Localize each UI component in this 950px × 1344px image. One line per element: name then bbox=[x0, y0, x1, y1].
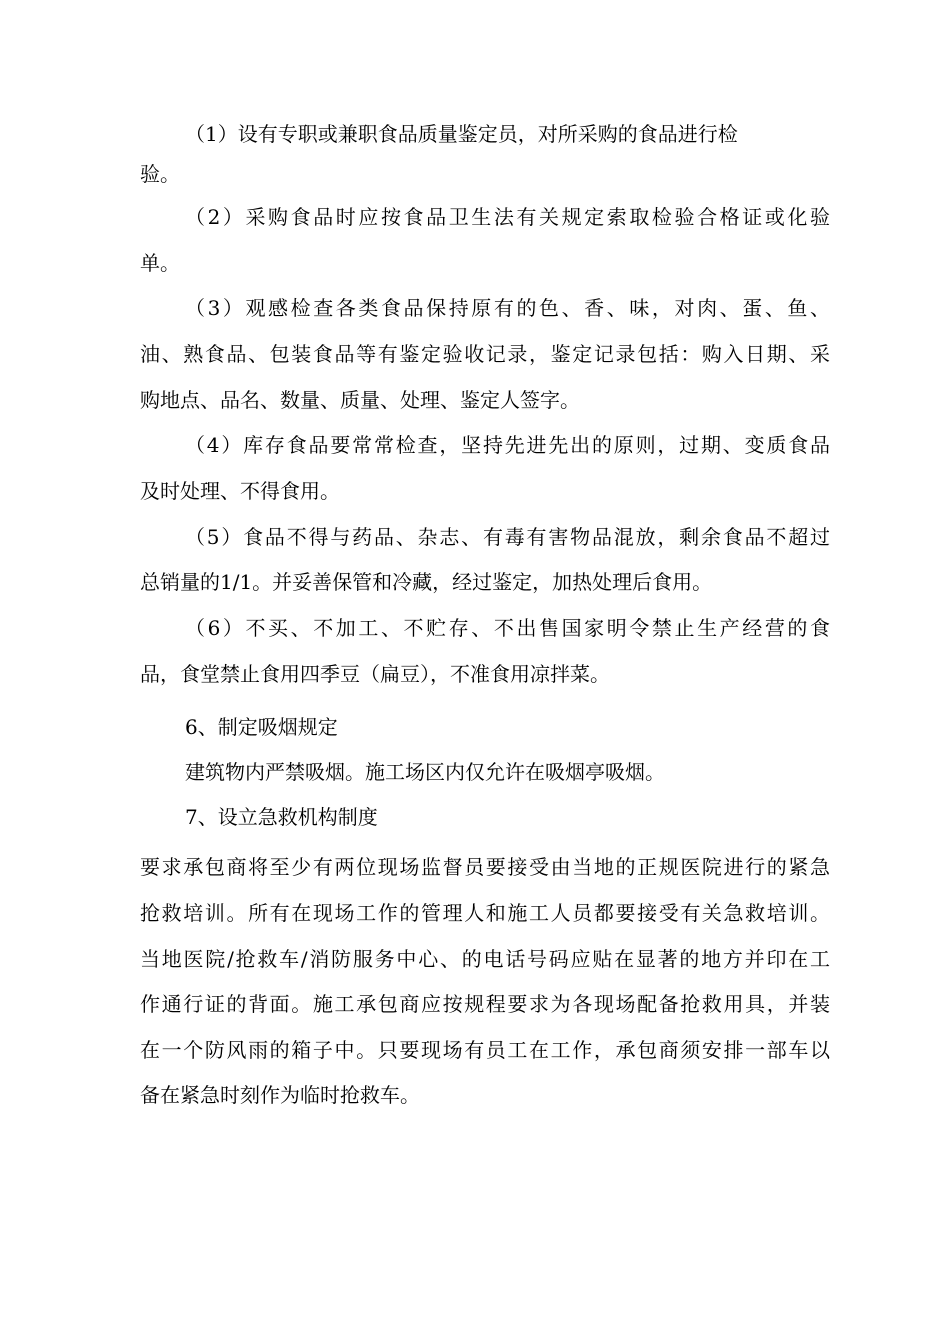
text-line-12: （6）不买、不加工、不贮存、不出售国家明令禁止生产经营的食 bbox=[185, 616, 830, 640]
text-line-15: 建筑物内严禁吸烟。施工场区内仅允许在吸烟亭吸烟。 bbox=[185, 760, 665, 784]
text-line-8: （4）库存食品要常常检查，坚持先进先出的原则，过期、变质食品 bbox=[185, 433, 830, 457]
text-line-17: 要求承包商将至少有两位现场监督员要接受由当地的正规医院进行的紧急 bbox=[140, 855, 830, 879]
text-line-11: 总销量的1/1。并妥善保管和冷藏，经过鉴定，加热处理后食用。 bbox=[140, 570, 713, 594]
text-line-3: （2）采购食品时应按食品卫生法有关规定索取检验合格证或化验 bbox=[185, 205, 830, 229]
text-line-18: 抢救培训。所有在现场工作的管理人和施工人员都要接受有关急救培训。 bbox=[140, 901, 830, 925]
text-line-7: 购地点、品名、数量、质量、处理、鉴定人签字。 bbox=[140, 388, 580, 412]
text-line-21: 在一个防风雨的箱子中。只要现场有员工在工作，承包商须安排一部车以 bbox=[140, 1038, 830, 1062]
text-line-9: 及时处理、不得食用。 bbox=[140, 479, 340, 503]
section-heading-smoking: 6、制定吸烟规定 bbox=[185, 715, 338, 739]
text-line-20: 作通行证的背面。施工承包商应按规程要求为各现场配备抢救用具，并装 bbox=[140, 992, 830, 1016]
text-line-6: 油、熟食品、包装食品等有鉴定验收记录，鉴定记录包括：购入日期、采 bbox=[140, 342, 830, 366]
text-line-1: （1）设有专职或兼职食品质量鉴定员，对所采购的食品进行检 bbox=[185, 122, 738, 146]
text-line-2: 验。 bbox=[140, 162, 180, 186]
text-line-22: 备在紧急时刻作为临时抢救车。 bbox=[140, 1083, 420, 1107]
section-heading-first-aid: 7、设立急救机构制度 bbox=[185, 805, 378, 829]
text-line-4: 单。 bbox=[140, 251, 180, 275]
text-line-5: （3）观感检查各类食品保持原有的色、香、味，对肉、蛋、鱼、 bbox=[185, 296, 830, 320]
text-line-10: （5）食品不得与药品、杂志、有毒有害物品混放，剩余食品不超过 bbox=[185, 525, 830, 549]
text-line-13: 品，食堂禁止食用四季豆（扁豆），不准食用凉拌菜。 bbox=[140, 662, 610, 686]
text-line-19: 当地医院/抢救车/消防服务中心、的电话号码应贴在显著的地方并印在工 bbox=[140, 947, 830, 971]
